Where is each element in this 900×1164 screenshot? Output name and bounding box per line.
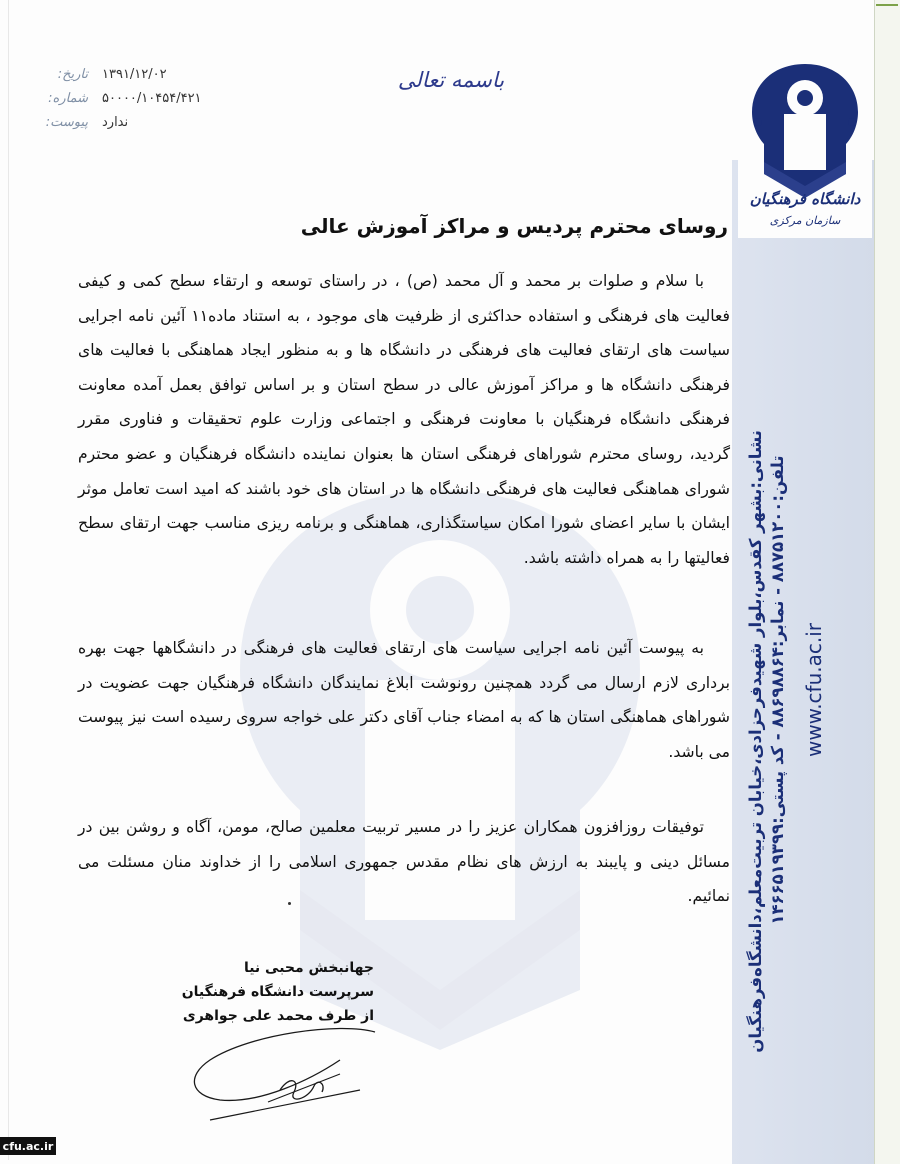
body-paragraph-1: [78, 264, 730, 575]
number-row: [42, 86, 242, 110]
website-text: www.cfu.ac.ir: [802, 622, 826, 758]
body-paragraph-2: [78, 631, 730, 769]
number-value: ۵۰۰۰۰/۱۰۴۵۴/۴۲۱: [102, 90, 202, 106]
source-tag: cfu.ac.ir: [0, 1137, 56, 1155]
attachment-row: [42, 110, 242, 134]
attachment-label: پیوست:: [45, 114, 88, 130]
stray-dot: [288, 902, 291, 905]
date-label: تاریخ:: [57, 66, 88, 82]
address-text: نشانی:بشهر کقدس،بلوار شهیدفرحزادی،خیابان تربیت‌معلم،دانشگاه‌فرهنگیان: [746, 430, 765, 1053]
date-value: ۱۳۹۱/۱۲/۰۲: [102, 66, 167, 82]
attachment-value: ندارد: [102, 114, 129, 130]
signer-on-behalf: از طرف محمد علی جواهری: [182, 1008, 374, 1024]
body-paragraph-1-text: با سلام و صلوات بر محمد و آل محمد (ص) ، در راستای توسعه و ارتقاء سطح کمی و کیفی فعالیت های فرهنگی و استفاده حداکثری از ظرفیت های موجود ، به استناد ماده۱۱ آئین نامه اجرایی سیاست های ارتقای فعالیت های فرهنگی در دانشگاه ها و به منظور ایجاد هماهنگی با فعالیت های فرهنگی دانشگاه ها و مراکز آموزش عالی در سطح استان و بر اساس توافق بعمل آمده معاونت فرهنگی دانشگاه فرهنگیان با معاونت فرهنگی و اجتماعی وزارت علوم تحقیقات و فناوری مقرر گردید، روسای محترم شوراهای فرهنگی استان ها بعنوان نماینده دانشگاه فرهنگیان و عضو محترم شورای هماهنگی فعالیت های فرهنگی دانشگاه ها در استان های خود باشند که امید است تعامل موثر ایشان با سایر اعضای شورا امکان سیاستگذاری، هماهنگی و برنامه ریزی مناسب جهت ارتقای سطح فعالیتها را به همراه داشته باشد.: [78, 272, 730, 567]
edge-mark: [876, 4, 898, 6]
university-logo: [738, 62, 872, 238]
body-paragraph-3: [78, 810, 730, 914]
logo-name: دانشگاه فرهنگیان: [749, 190, 861, 208]
phone-text: تلفن:۸۸۷۵۱۲۰۰ - نمابر:۸۸۶۹۸۸۶۴ - کد پستی:۱۴۶۶۵۱۹۳۹۹: [768, 455, 787, 925]
signature-block: [182, 956, 374, 1028]
letter-meta: [42, 62, 242, 134]
handwritten-signature: [190, 1020, 390, 1130]
logo-emblem-icon: [738, 62, 872, 238]
date-row: [42, 62, 242, 86]
logo-subtitle: سازمان مرکزی: [769, 214, 841, 227]
number-label: شماره:: [48, 90, 88, 106]
body-paragraph-2-text: به پیوست آئین نامه اجرایی سیاست های ارتقای فعالیت های فرهنگی در دانشگاهها جهت بهره برداری لازم ارسال می گردد همچنین رونوشت ابلاغ نمایندگان دانشگاه فرهنگیان جهت عضویت در شوراهای هماهنگی استان ها که به امضاء جناب آقای دکتر علی خواجه سروی رسیده است نیز پیوست می باشد.: [78, 639, 730, 761]
signer-title: سرپرست دانشگاه فرهنگیان: [181, 984, 374, 1000]
signer-name: جهانبخش محبی نیا: [243, 960, 374, 976]
bismillah-heading: باسمه تعالی: [397, 68, 505, 92]
addressee-heading: روسای محترم پردیس و مراکز آموزش عالی: [300, 214, 728, 238]
body-paragraph-3-text: توفیقات روزافزون همکاران عزیز را در مسیر تربیت معلمین صالح، مومن، آگاه و روشن بین در مسائل دینی و پایبند به ارزش های نظام مقدس جمهوری اسلامی را از خداوند منان مسئلت می نمائیم.: [78, 818, 730, 906]
scan-edge: [874, 0, 900, 1164]
